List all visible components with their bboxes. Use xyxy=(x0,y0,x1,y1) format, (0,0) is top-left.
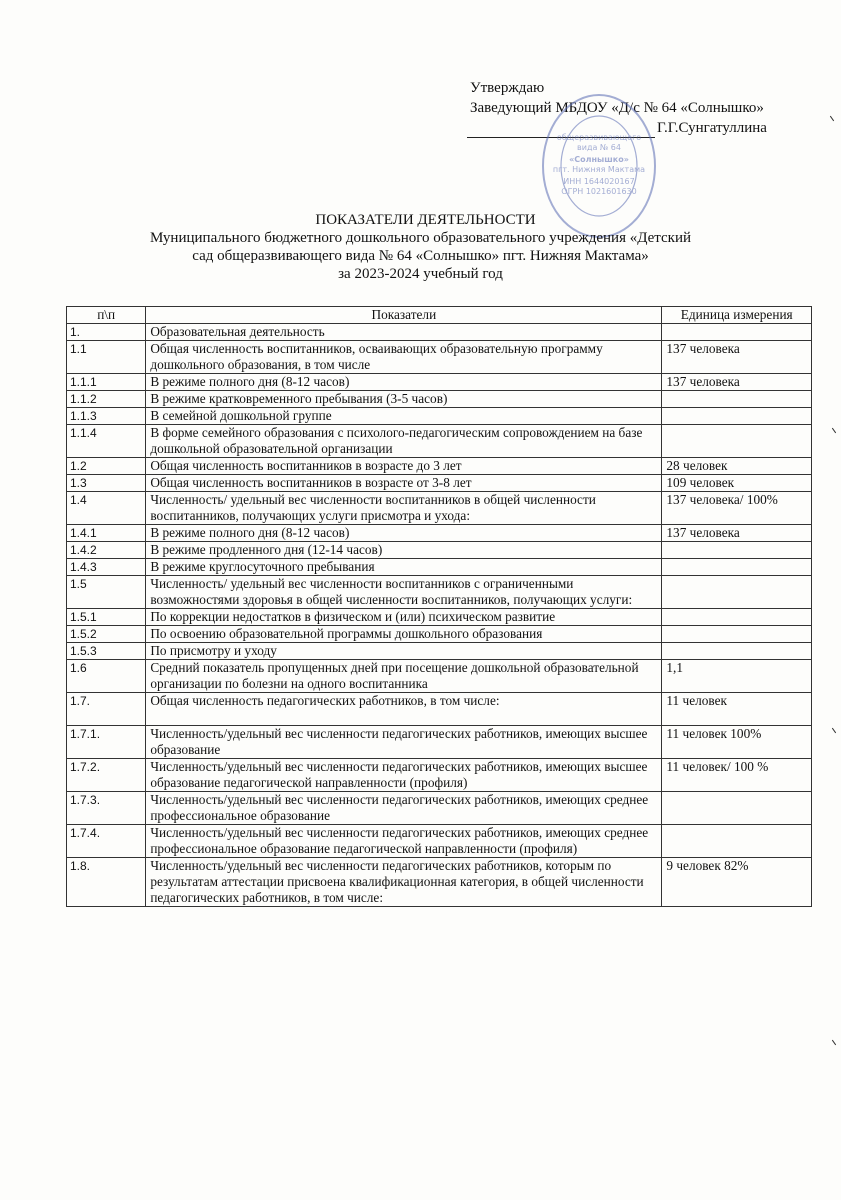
table-row xyxy=(67,576,812,609)
table-row xyxy=(67,609,812,626)
row-unit: 109 человек xyxy=(662,475,812,492)
row-indicator: Общая численность воспитанников в возрасте от 3-8 лет xyxy=(146,475,662,492)
table-row xyxy=(67,693,812,726)
row-unit xyxy=(662,408,812,425)
row-indicator: В режиме продленного дня (12-14 часов) xyxy=(146,542,662,559)
table-row xyxy=(67,643,812,660)
table-body xyxy=(67,324,812,907)
row-unit xyxy=(662,576,812,609)
row-indicator: Численность/ удельный вес численности воспитанников с ограниченными возможностями здоровья в общей численности воспитанников, получающих услуги: xyxy=(146,576,662,609)
table-row xyxy=(67,408,812,425)
row-number: 1.4.2 xyxy=(67,542,146,559)
row-unit: 137 человека xyxy=(662,525,812,542)
document-subtitle-2: сад общеразвивающего вида № 64 «Солнышко» пгт. Нижняя Мактама» xyxy=(192,248,649,264)
row-unit: 9 человек 82% xyxy=(662,858,812,907)
svg-text:пгт. Нижняя Мактама: пгт. Нижняя Мактама xyxy=(552,165,646,174)
document-subtitle-1: Муниципального бюджетного дошкольного образовательного учреждения «Детский xyxy=(149,230,692,246)
row-number: 1.6 xyxy=(67,660,146,693)
row-unit xyxy=(662,324,812,341)
row-unit xyxy=(662,391,812,408)
row-unit: 11 человек 100% xyxy=(662,726,812,759)
row-indicator: Численность/удельный вес численности педагогических работников, имеющих среднее профессиональное образование педагогической направленности (профиля) xyxy=(146,825,662,858)
row-number: 1.4 xyxy=(67,492,146,525)
row-unit: 137 человека xyxy=(662,341,812,374)
svg-text:«Солнышко»: «Солнышко» xyxy=(569,155,629,164)
row-unit: 11 человек xyxy=(662,693,812,726)
row-indicator: По присмотру и уходу xyxy=(146,643,662,660)
row-indicator: В режиме полного дня (8-12 часов) xyxy=(146,374,662,391)
table-row xyxy=(67,341,812,374)
table-row xyxy=(67,475,812,492)
document-title: ПОКАЗАТЕЛИ ДЕЯТЕЛЬНОСТИ xyxy=(315,212,536,228)
svg-text:ОГРН 1021601630: ОГРН 1021601630 xyxy=(561,187,637,196)
row-number: 1. xyxy=(67,324,146,341)
table-row xyxy=(67,324,812,341)
row-number: 1.5.3 xyxy=(67,643,146,660)
svg-text:вида № 64: вида № 64 xyxy=(577,143,621,152)
table-row xyxy=(67,425,812,458)
row-indicator: В режиме кратковременного пребывания (3-5 часов) xyxy=(146,391,662,408)
row-unit: 137 человека/ 100% xyxy=(662,492,812,525)
row-number: 1.8. xyxy=(67,858,146,907)
table-row xyxy=(67,525,812,542)
document-subtitle-3: за 2023-2024 учебный год xyxy=(338,266,503,282)
column-header-unit: Единица измерения xyxy=(662,307,812,324)
row-indicator: Общая численность воспитанников, осваивающих образовательную программу дошкольного образования, в том числе xyxy=(146,341,662,374)
table-row xyxy=(67,559,812,576)
scan-mark xyxy=(830,116,834,121)
svg-text:ИНН 1644020167: ИНН 1644020167 xyxy=(563,177,635,186)
row-unit xyxy=(662,643,812,660)
row-indicator: Образовательная деятельность xyxy=(146,324,662,341)
row-indicator: В форме семейного образования с психолого-педагогическим сопровождением на базе дошкольной образовательной организации xyxy=(146,425,662,458)
row-unit xyxy=(662,825,812,858)
table-row xyxy=(67,542,812,559)
row-number: 1.7.3. xyxy=(67,792,146,825)
row-unit xyxy=(662,559,812,576)
row-indicator: В режиме круглосуточного пребывания xyxy=(146,559,662,576)
row-unit: 11 человек/ 100 % xyxy=(662,759,812,792)
indicators-table xyxy=(66,306,812,907)
row-number: 1.1.1 xyxy=(67,374,146,391)
row-unit: 28 человек xyxy=(662,458,812,475)
column-header-number: п\п xyxy=(67,307,146,324)
table-row xyxy=(67,391,812,408)
document-title-block xyxy=(0,211,841,283)
row-number: 1.3 xyxy=(67,475,146,492)
row-unit xyxy=(662,609,812,626)
row-number: 1.5 xyxy=(67,576,146,609)
row-number: 1.5.1 xyxy=(67,609,146,626)
row-indicator: Численность/удельный вес численности педагогических работников, имеющих высшее образование xyxy=(146,726,662,759)
row-indicator: Численность/удельный вес численности педагогических работников, имеющих среднее профессиональное образование xyxy=(146,792,662,825)
row-number: 1.7. xyxy=(67,693,146,726)
row-unit: 1,1 xyxy=(662,660,812,693)
table-row xyxy=(67,492,812,525)
row-indicator: Численность/ удельный вес численности воспитанников в общей численности воспитанников, получающих услуги присмотра и ухода: xyxy=(146,492,662,525)
row-indicator: Общая численность воспитанников в возрасте до 3 лет xyxy=(146,458,662,475)
row-indicator: По коррекции недостатков в физическом и (или) психическом развитие xyxy=(146,609,662,626)
svg-text:общеразвивающего: общеразвивающего xyxy=(556,133,642,142)
column-header-indicator: Показатели xyxy=(146,307,662,324)
row-indicator: Численность/удельный вес численности педагогических работников, имеющих высшее образование педагогической направленности (профиля) xyxy=(146,759,662,792)
row-unit xyxy=(662,542,812,559)
row-number: 1.2 xyxy=(67,458,146,475)
row-number: 1.7.4. xyxy=(67,825,146,858)
approval-position: Заведующий МБДОУ «Д/с № 64 «Солнышко» xyxy=(470,100,764,116)
row-indicator: В семейной дошкольной группе xyxy=(146,408,662,425)
row-indicator: Общая численность педагогических работников, в том числе: xyxy=(146,693,662,726)
scan-mark xyxy=(832,428,836,433)
row-number: 1.7.2. xyxy=(67,759,146,792)
row-unit: 137 человека xyxy=(662,374,812,391)
row-indicator: По освоению образовательной программы дошкольного образования xyxy=(146,626,662,643)
table-row xyxy=(67,374,812,391)
table-row xyxy=(67,726,812,759)
table-row xyxy=(67,626,812,643)
table-row xyxy=(67,458,812,475)
table-row xyxy=(67,858,812,907)
row-number: 1.1.3 xyxy=(67,408,146,425)
row-indicator: Численность/удельный вес численности педагогических работников, которым по результатам аттестации присвоена квалификационная категория, в общей численности педагогических работников, в том числе: xyxy=(146,858,662,907)
approval-signature-name: Г.Г.Сунгатуллина xyxy=(657,120,767,136)
row-number: 1.1.4 xyxy=(67,425,146,458)
row-indicator: Средний показатель пропущенных дней при посещение дошкольной образовательной организации по болезни на одного воспитанника xyxy=(146,660,662,693)
scan-mark xyxy=(832,1040,836,1045)
row-number: 1.1 xyxy=(67,341,146,374)
row-number: 1.4.3 xyxy=(67,559,146,576)
row-number: 1.5.2 xyxy=(67,626,146,643)
scan-mark xyxy=(832,728,836,733)
row-number: 1.1.2 xyxy=(67,391,146,408)
table-row xyxy=(67,825,812,858)
table-row xyxy=(67,792,812,825)
row-unit xyxy=(662,792,812,825)
row-unit xyxy=(662,425,812,458)
row-indicator: В режиме полного дня (8-12 часов) xyxy=(146,525,662,542)
table-row xyxy=(67,660,812,693)
table-row xyxy=(67,759,812,792)
approval-heading: Утверждаю xyxy=(470,80,545,96)
row-number: 1.7.1. xyxy=(67,726,146,759)
table-header-row xyxy=(67,307,812,324)
row-number: 1.4.1 xyxy=(67,525,146,542)
row-unit xyxy=(662,626,812,643)
